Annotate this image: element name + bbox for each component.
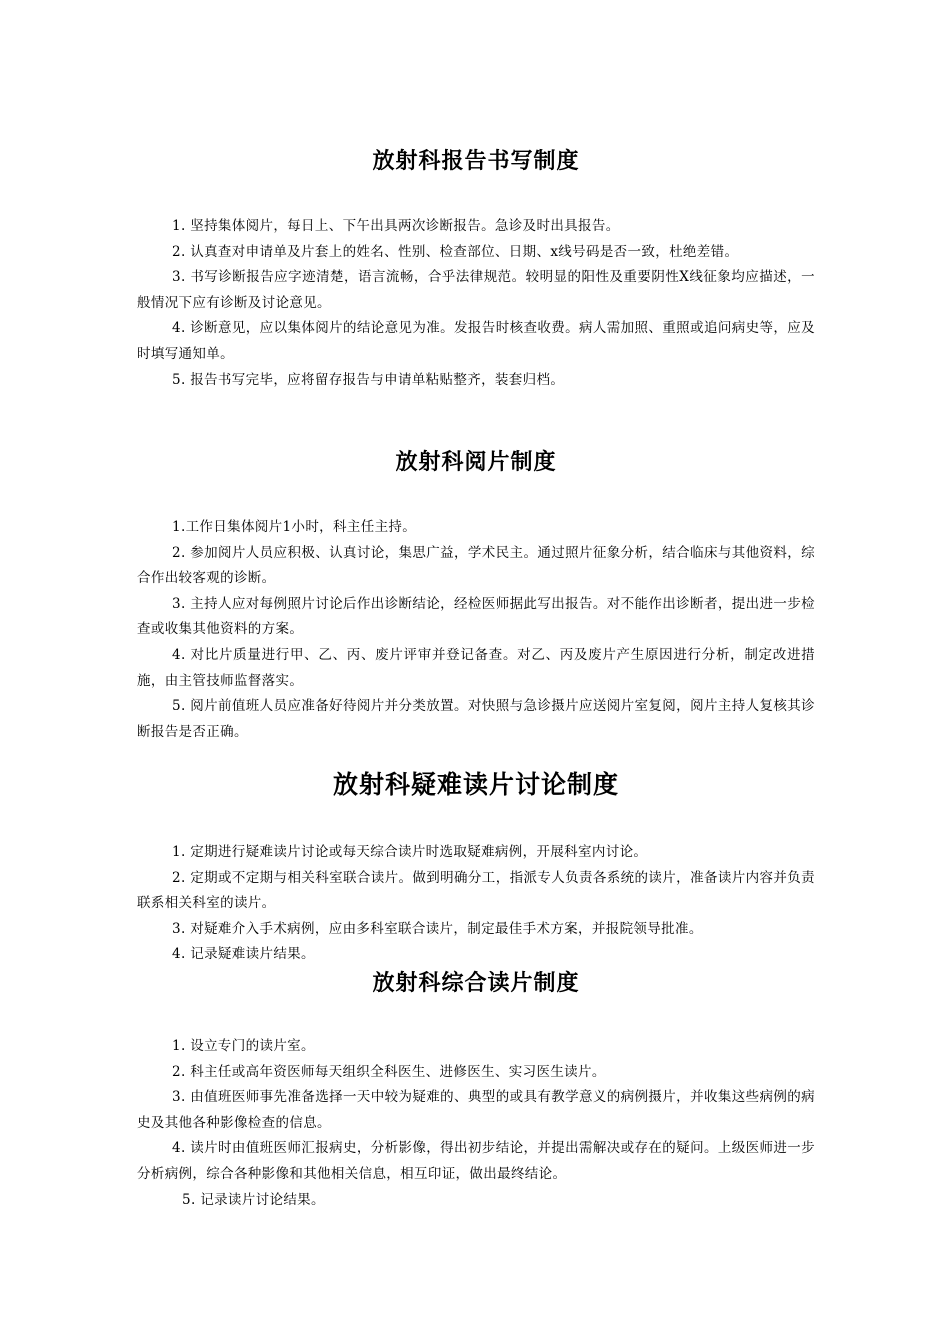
rule-item: 1. 定期进行疑难读片讨论或每天综合读片时选取疑难病例，开展科室内讨论。 bbox=[172, 844, 648, 860]
rule-item: 2. 科主任或高年资医师每天组织全科医生、进修医生、实习医生读片。 bbox=[172, 1063, 606, 1080]
rule-list bbox=[137, 840, 815, 968]
rule-item: 1. 设立专门的读片室。 bbox=[172, 1038, 315, 1054]
section-difficult-case-reading bbox=[137, 770, 815, 968]
rule-item: 3. 书写诊断报告应字迹清楚，语言流畅，合乎法律规范。较明显的阳性及重要阴性X线征象均应描述，一般情况下应有诊断及讨论意见。 bbox=[137, 269, 815, 311]
rule-item: 5. 报告书写完毕，应将留存报告与申请单粘贴整齐，装套归档。 bbox=[172, 371, 565, 388]
section-film-reading bbox=[137, 447, 815, 745]
section-title: 放射科报告书写制度 bbox=[372, 148, 580, 174]
section-title: 放射科综合读片制度 bbox=[372, 970, 580, 996]
rule-item: 3. 主持人应对每例照片讨论后作出诊断结论，经检医师据此写出报告。对不能作出诊断者，提出进一步检查或收集其他资料的方案。 bbox=[137, 595, 815, 638]
rule-item: 4. 诊断意见，应以集体阅片的结论意见为准。发报告时核查收费。病人需加照、重照或追问病史等，应及时填写通知单。 bbox=[137, 320, 815, 362]
rule-item: 5. 记录读片讨论结果。 bbox=[182, 1191, 325, 1208]
rule-list bbox=[137, 515, 815, 745]
rule-item: 2. 参加阅片人员应积极、认真讨论，集思广益，学术民主。通过照片征象分析，结合临床与其他资料，综合作出较客观的诊断。 bbox=[137, 544, 815, 587]
section-title: 放射科疑难读片讨论制度 bbox=[332, 770, 619, 799]
rule-item: 3. 对疑难介入手术病例，应由多科室联合读片，制定最佳手术方案，并报院领导批准。 bbox=[172, 920, 703, 937]
rule-item: 4. 对比片质量进行甲、乙、丙、废片评审并登记备查。对乙、丙及废片产生原因进行分析，制定改进措施，由主管技师监督落实。 bbox=[137, 646, 815, 689]
rule-item: 1.工作日集体阅片1小时，科主任主持。 bbox=[172, 519, 417, 535]
rule-item: 3. 由值班医师事先准备选择一天中较为疑难的、典型的或具有教学意义的病例摄片，并收集这些病例的病史及其他各种影像检查的信息。 bbox=[137, 1089, 815, 1131]
rule-item: 1. 坚持集体阅片，每日上、下午出具两次诊断报告。急诊及时出具报告。 bbox=[172, 218, 620, 234]
rule-list bbox=[137, 1034, 815, 1213]
rule-item: 2. 认真查对申请单及片套上的姓名、性别、检查部位、日期、x线号码是否一致，杜绝差错。 bbox=[172, 243, 739, 260]
section-comprehensive-reading bbox=[137, 968, 815, 1213]
section-report-writing bbox=[137, 146, 815, 393]
section-title: 放射科阅片制度 bbox=[395, 449, 557, 475]
rule-item: 5. 阅片前值班人员应准备好待阅片并分类放置。对快照与急诊摄片应送阅片室复阅，阅片主持人复核其诊断报告是否正确。 bbox=[137, 698, 815, 740]
rule-item: 4. 读片时由值班医师汇报病史，分析影像，得出初步结论，并提出需解决或存在的疑问。上级医师进一步分析病例，综合各种影像和其他相关信息，相互印证，做出最终结论。 bbox=[137, 1140, 815, 1182]
rule-item: 4. 记录疑难读片结果。 bbox=[172, 946, 315, 963]
rule-item: 2. 定期或不定期与相关科室联合读片。做到明确分工，指派专人负责各系统的读片，准备读片内容并负责联系相关科室的读片。 bbox=[137, 869, 815, 912]
rule-list bbox=[137, 214, 815, 393]
